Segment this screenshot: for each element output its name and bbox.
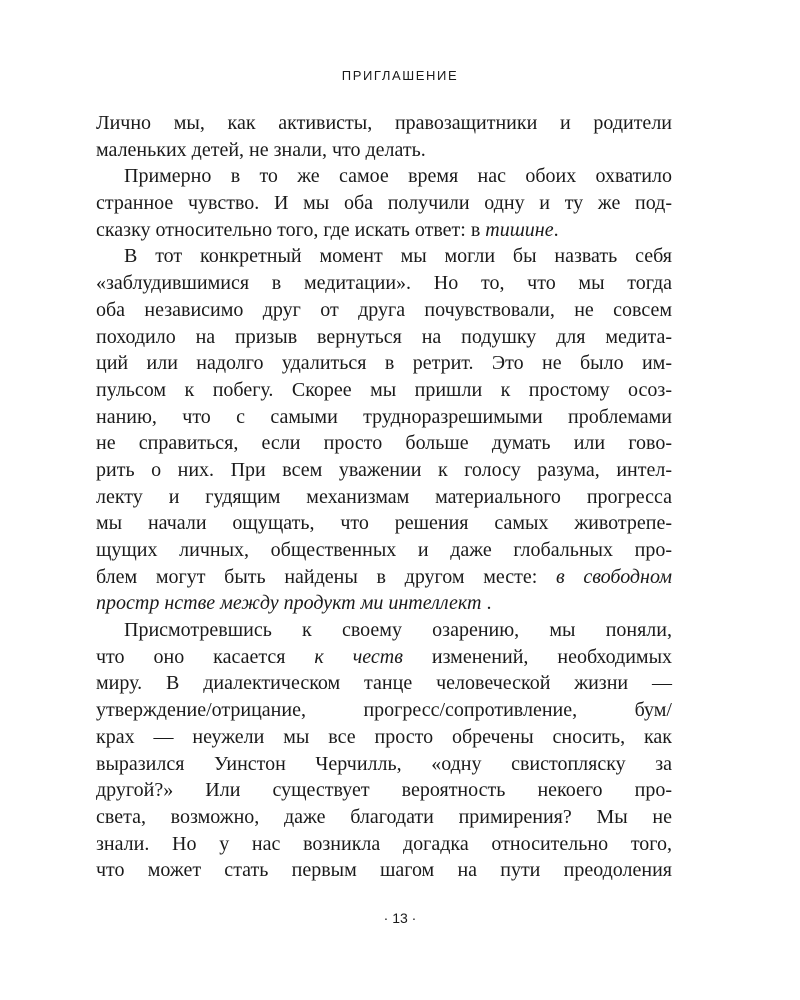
page-number: · 13 · [383,910,417,926]
text-run: странное чувство. И мы оба получили одну и ту же под- [96,192,672,215]
text-line [96,644,672,671]
text-line [96,163,672,190]
text-run: изменений, необходимых [402,645,673,668]
text-line [96,137,672,164]
text-line [96,430,672,457]
text-run: рить о них. При всем уважении к голосу разума, интел- [96,458,672,481]
text-line [96,324,672,351]
text-line [96,190,672,217]
text-run: утверждение/отрицание, прогресс/сопротивление, бум/ [96,699,672,722]
text-run: «заблудившимися в медитации». Но то, что мы тогда [96,272,672,295]
text-line [96,617,672,644]
text-run: пульсом к побегу. Скорее мы пришли к простому осоз- [96,378,672,401]
text-run: блем могут быть найдены в другом месте: [96,565,556,588]
text-line [96,537,672,564]
text-line [96,350,672,377]
text-run: щущих личных, общественных и даже глобальных про- [96,539,672,561]
text-line [96,510,672,537]
text-run: Присмотревшись к своему озарению, мы поняли, [124,619,672,642]
text-line [96,590,672,617]
italic-run: в свободном [556,565,672,588]
text-line [96,270,672,297]
text-run: В тот конкретный момент мы могли бы назвать себя [124,245,672,268]
text-line [96,857,672,884]
text-line [96,804,672,831]
text-line [96,110,672,137]
text-line [96,831,672,858]
text-line [96,297,672,324]
text-run: оба независимо друг от друга почувствовали, не совсем [96,298,672,321]
text-line [96,724,672,751]
text-run: походило на призыв вернуться на подушку для медита- [96,325,672,348]
italic-run: к честв [314,645,403,668]
text-run: не справиться, если просто больше думать или гово- [96,432,672,455]
text-run: нанию, что с самыми трудноразрешимыми проблемами [96,405,672,428]
text-run: что оно касается [96,645,315,668]
text-line [96,697,672,724]
text-run: что может стать первым шагом на пути преодоления [96,859,672,882]
text-run: света, возможно, даже благодати примирения? Мы не [96,805,672,828]
text-run: миру. В диалектическом танце человеческой жизни — [96,672,672,695]
text-run: ций или надолго удалиться в ретрит. Это не было им- [96,352,672,375]
text-line [96,243,672,270]
text-run: маленьких детей, не знали, что делать. [96,138,426,161]
body-text [96,110,672,884]
text-line [96,484,672,511]
running-head: ПРИГЛАШЕНИЕ [341,68,459,83]
text-line [96,217,672,244]
text-line [96,751,672,778]
text-run: другой?» Или существует вероятность некоего про- [96,779,672,802]
italic-run: тишине [485,218,554,241]
text-run: . [481,592,492,615]
text-run: крах — неужели мы все просто обречены сносить, как [96,725,672,748]
text-line [96,404,672,431]
text-run: выразился Уинстон Черчилль, «одну свистопляску за [96,752,672,775]
text-run: Лично мы, как активисты, правозащитники и родители [96,112,672,134]
text-line [96,457,672,484]
text-line [96,670,672,697]
text-run: . [553,218,559,241]
italic-run: простр нстве между продукт ми интеллект [96,592,482,615]
text-run: сказку относительно того, где искать ответ: в [96,218,486,241]
text-line [96,564,672,591]
text-line [96,377,672,404]
text-run: Примерно в то же самое время нас обоих охватило [124,165,672,188]
text-run: знали. Но у нас возникла догадка относительно того, [96,832,672,855]
text-run: мы начали ощущать, что решения самых животрепе- [96,512,672,535]
text-run: лекту и гудящим механизмам материального прогресса [96,485,672,508]
text-line [96,777,672,804]
